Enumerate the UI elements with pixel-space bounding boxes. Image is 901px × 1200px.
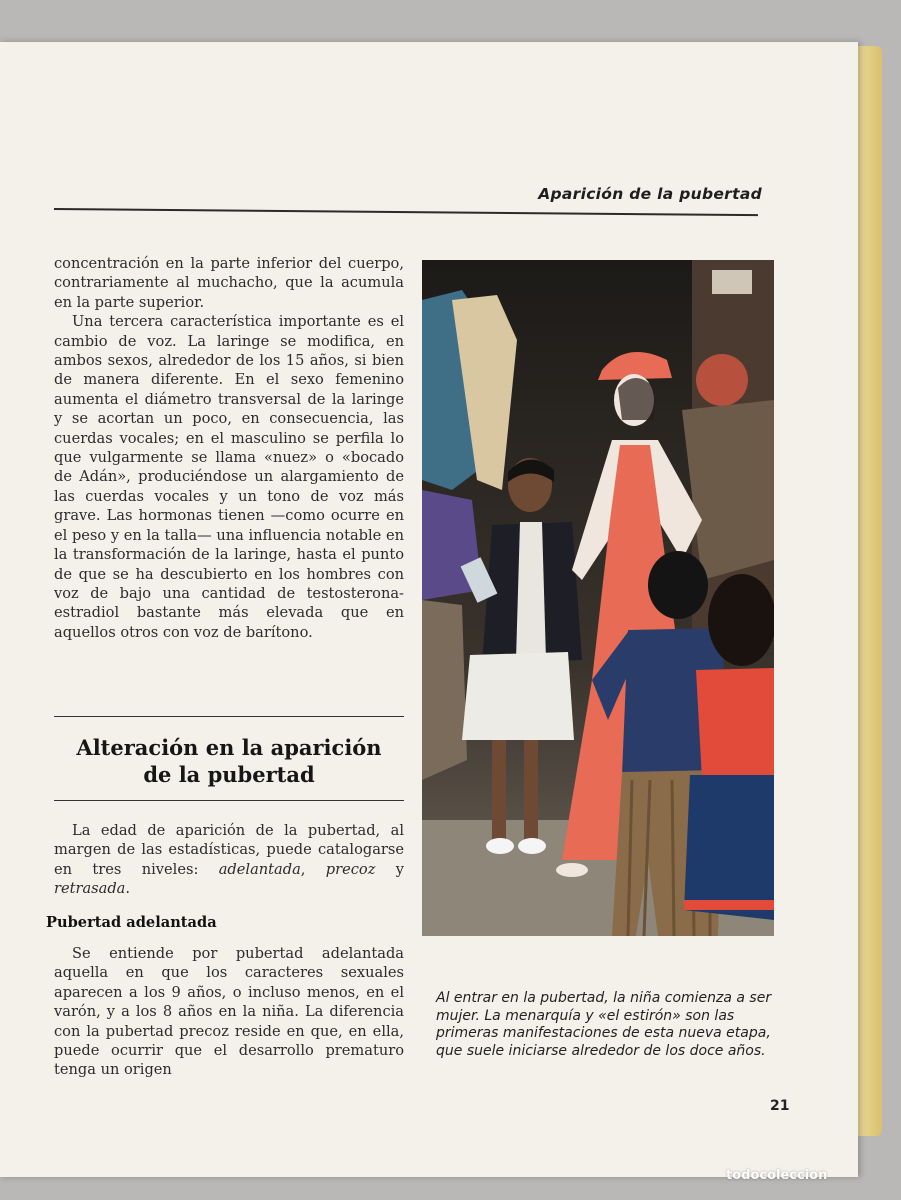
section-title-line2: de la pubertad	[143, 762, 315, 787]
level-retrasada: retrasada	[54, 880, 126, 898]
photo-girl-mannequin-shop	[422, 260, 774, 936]
paragraph-voice-change: Una tercera característica importante es el cambio de voz. La laringe se modifica, en ambos sexos, alrededor de los 15 años, si bien de manera diferente. En el sexo femenino aumenta el diámetro transversal de la laringe y se acortan un poco, en consecuencia, las cuerdas vocales; en el masculino se perfila lo que vulgarmente se llama «nuez» o «bocado de Adán», produciéndose un alargamiento de las cuerdas vocales y un tono de voz más grave. Las hormonas tienen —como ocurre en el peso y en la talla— una influencia notable en la transformación de la laringe, hasta el punto de que se ha descubierto en los hombres con voz de bajo una cantidad de testosterona-estradiol bastante más elevada que en aquellos otros con voz de barítono.	[54, 313, 404, 641]
level-adelantada: adelantada	[218, 860, 301, 878]
photo-illustration	[422, 260, 774, 936]
levels-intro-text: La edad de aparición de la pubertad, al margen de las estadísticas, puede catalogarse en tres niveles:	[54, 822, 404, 878]
text-column-bottom	[54, 944, 404, 1080]
watermark: todocoleccion	[726, 1168, 828, 1183]
photo-caption: Al entrar en la pubertad, la niña comienza a ser mujer. La menarquía y «el estirón» son las primeras manifestaciones de esta nueva etapa, que suele iniciarse alrededor de los doce años.	[436, 990, 772, 1059]
section-title-line1: Alteración en la aparición	[76, 735, 382, 760]
text-column-middle	[54, 821, 404, 899]
paragraph-levels	[54, 821, 404, 899]
section-rule-bottom	[54, 800, 404, 801]
subhead-pubertad-adelantada: Pubertad adelantada	[46, 914, 217, 931]
page-number: 21	[770, 1098, 790, 1114]
paragraph-pubertad-adelantada: Se entiende por pubertad adelantada aquella en que los caracteres sexuales aparecen a los 9 años, o incluso menos, en el varón, y a los 8 años en la niña. La diferencia con la pubertad precoz reside en que, en ella, puede ocurrir que el desarrollo prematuro tenga un origen	[54, 945, 404, 1079]
levels-separator-1: ,	[300, 860, 326, 878]
level-precoz: precoz	[325, 860, 376, 878]
section-rule-top	[54, 716, 404, 717]
text-column-top	[54, 254, 404, 642]
levels-separator-2: y	[375, 860, 405, 878]
levels-end: .	[125, 880, 131, 898]
paragraph-continuation: concentración en la parte inferior del cuerpo, contrariamente al muchacho, que la acumula en la parte superior.	[54, 255, 404, 311]
section-title	[54, 734, 404, 788]
running-head: Aparición de la pubertad	[538, 185, 762, 203]
